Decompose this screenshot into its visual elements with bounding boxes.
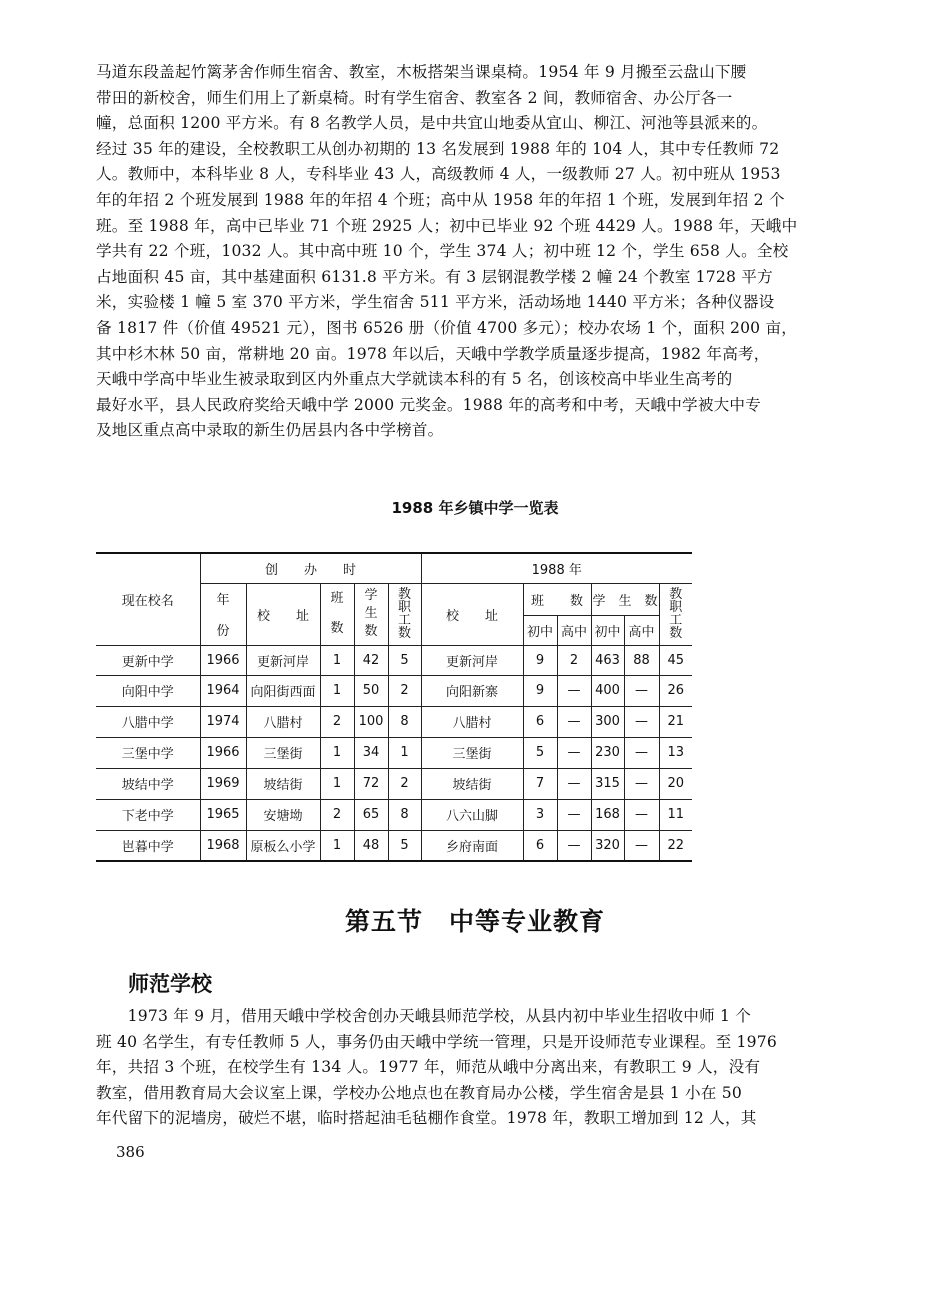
text-line: 最好水平，县人民政府奖给天峨中学 2000 元奖金。1988 年的高考和中考，天峨中学被大中专 (96, 395, 762, 414)
cell-students-junior: 320 (591, 830, 624, 861)
cell-name: 岜暮中学 (96, 830, 200, 861)
header-address: 校 址 (246, 583, 320, 645)
cell-staff-1988: 13 (659, 737, 692, 768)
schools-table (96, 552, 692, 862)
cell-classes-senior: — (557, 675, 591, 706)
cell-year: 1964 (200, 675, 246, 706)
text-line: 年，共招 3 个班，在校学生有 134 人。1977 年，师范从峨中分离出来，有教职工 9 人，没有 (96, 1058, 761, 1077)
cell-classes: 2 (320, 799, 354, 830)
table-row (96, 706, 692, 737)
cell-staff: 1 (388, 737, 421, 768)
table-title: 1988 年乡镇中学一览表 (391, 499, 559, 517)
cell-staff: 5 (388, 830, 421, 861)
subsection-heading: 师范学校 (128, 972, 212, 996)
cell-staff: 2 (388, 675, 421, 706)
section-heading: 第五节 中等专业教育 (344, 907, 605, 936)
table-row (96, 645, 692, 675)
cell-classes-senior: — (557, 737, 591, 768)
cell-address-1988: 八腊村 (421, 706, 523, 737)
table-row (96, 768, 692, 799)
cell-staff: 8 (388, 799, 421, 830)
cell-name: 更新中学 (96, 645, 200, 675)
cell-students-junior: 300 (591, 706, 624, 737)
text-line: 学共有 22 个班，1032 人。其中高中班 10 个，学生 374 人；初中班 12 个，学生 658 人。全校 (96, 242, 789, 261)
cell-address: 八腊村 (246, 706, 320, 737)
cell-students-senior: — (624, 737, 659, 768)
cell-address-1988: 乡府南面 (421, 830, 523, 861)
table-row (96, 799, 692, 830)
header-staff-label: 教职工数 (397, 586, 411, 641)
cell-name: 坡结中学 (96, 768, 200, 799)
cell-staff: 5 (388, 645, 421, 675)
cell-students-senior: — (624, 675, 659, 706)
cell-students: 34 (354, 737, 388, 768)
cell-classes-senior: — (557, 830, 591, 861)
cell-staff: 8 (388, 706, 421, 737)
cell-name: 八腊中学 (96, 706, 200, 737)
header-year-top: 年 (216, 593, 230, 608)
table-row (96, 737, 692, 768)
cell-classes-senior: — (557, 768, 591, 799)
text-line: 天峨中学高中毕业生被录取到区内外重点大学就读本科的有 5 名，创该校高中毕业生高考的 (96, 370, 733, 389)
cell-students-senior: — (624, 706, 659, 737)
cell-name: 下老中学 (96, 799, 200, 830)
body-paragraph-2 (96, 1004, 836, 1132)
cell-classes-junior: 5 (523, 737, 557, 768)
cell-classes: 1 (320, 768, 354, 799)
cell-classes-junior: 6 (523, 830, 557, 861)
cell-classes: 2 (320, 706, 354, 737)
cell-students-senior: — (624, 768, 659, 799)
cell-year: 1966 (200, 737, 246, 768)
cell-address-1988: 坡结街 (421, 768, 523, 799)
text-line: 及地区重点高中录取的新生仍居县内各中学榜首。 (96, 421, 444, 440)
cell-classes: 1 (320, 675, 354, 706)
cell-address-1988: 八六山脚 (421, 799, 523, 830)
header-students-1988: 学 生 数 (591, 583, 659, 615)
cell-year: 1966 (200, 645, 246, 675)
header-classes-1988: 班 数 (523, 583, 591, 615)
header-students (354, 583, 388, 645)
cell-year: 1969 (200, 768, 246, 799)
cell-students-junior: 230 (591, 737, 624, 768)
table-row (96, 830, 692, 861)
header-classes-label: 班数 (330, 591, 344, 636)
cell-classes-junior: 9 (523, 675, 557, 706)
cell-students-senior: 88 (624, 645, 659, 675)
body-paragraph-1 (96, 60, 836, 444)
cell-staff-1988: 45 (659, 645, 692, 675)
cell-staff-1988: 26 (659, 675, 692, 706)
text-line: 带田的新校舍，师生们用上了新桌椅。时有学生宿舍、教室各 2 间，教师宿舍、办公厅各一 (96, 88, 733, 107)
cell-year: 1974 (200, 706, 246, 737)
cell-students: 72 (354, 768, 388, 799)
cell-classes-junior: 6 (523, 706, 557, 737)
text-line: 米，实验楼 1 幢 5 室 370 平方米，学生宿舍 511 平方米，活动场地 1440 平方米；各种仪器设 (96, 293, 775, 312)
cell-name: 三堡中学 (96, 737, 200, 768)
header-staff-1988-label: 教职工数 (669, 586, 683, 641)
cell-classes-senior: — (557, 706, 591, 737)
cell-students-senior: — (624, 799, 659, 830)
cell-students-junior: 168 (591, 799, 624, 830)
text-line: 其中杉木林 50 亩，常耕地 20 亩。1978 年以后，天峨中学教学质量逐步提高，1982 年高考， (96, 344, 770, 363)
header-staff-1988 (659, 583, 692, 645)
cell-classes-junior: 3 (523, 799, 557, 830)
cell-address: 向阳街西面 (246, 675, 320, 706)
header-year-bottom: 份 (216, 624, 230, 639)
cell-address: 更新河岸 (246, 645, 320, 675)
cell-address: 安塘坳 (246, 799, 320, 830)
cell-classes-junior: 7 (523, 768, 557, 799)
header-address-1988: 校 址 (421, 583, 523, 645)
cell-students: 65 (354, 799, 388, 830)
text-line: 占地面积 45 亩，其中基建面积 6131.8 平方米。有 3 层钢混教学楼 2 幢 24 个教室 1728 平方 (96, 267, 773, 286)
cell-students: 48 (354, 830, 388, 861)
header-students-senior: 高中 (624, 615, 659, 645)
header-founding-group: 创 办 时 (200, 553, 421, 583)
cell-classes: 1 (320, 737, 354, 768)
header-year (200, 583, 246, 645)
header-classes-senior: 高中 (557, 615, 591, 645)
cell-students-junior: 463 (591, 645, 624, 675)
text-line: 备 1817 件（价值 49521 元），图书 6526 册（价值 4700 多元）；校办农场 1 个，面积 200 亩， (96, 318, 798, 337)
table-row (96, 675, 692, 706)
cell-classes-junior: 9 (523, 645, 557, 675)
header-1988-group: 1988 年 (421, 553, 692, 583)
text-line: 人。教师中，本科毕业 8 人，专科毕业 43 人，高级教师 4 人，一级教师 27 人。初中班从 1953 (96, 165, 781, 184)
cell-year: 1968 (200, 830, 246, 861)
cell-staff: 2 (388, 768, 421, 799)
cell-staff-1988: 20 (659, 768, 692, 799)
cell-address-1988: 更新河岸 (421, 645, 523, 675)
cell-address: 坡结街 (246, 768, 320, 799)
cell-year: 1965 (200, 799, 246, 830)
header-classes-junior: 初中 (523, 615, 557, 645)
text-line: 马道东段盖起竹篱茅舍作师生宿舍、教室，木板搭架当课桌椅。1954 年 9 月搬至云盘山下腰 (96, 63, 747, 81)
text-line: 年代留下的泥墙房，破烂不堪，临时搭起油毛毡棚作食堂。1978 年，教职工增加到 12 人，其 (96, 1109, 757, 1128)
cell-students: 100 (354, 706, 388, 737)
text-line: 班 40 名学生，有专任教师 5 人，事务仍由天峨中学统一管理，只是开设师范专业课程。至 1976 (96, 1032, 778, 1051)
cell-classes-senior: 2 (557, 645, 591, 675)
cell-students-junior: 400 (591, 675, 624, 706)
cell-students-senior: — (624, 830, 659, 861)
cell-address-1988: 三堡街 (421, 737, 523, 768)
cell-staff-1988: 21 (659, 706, 692, 737)
header-staff (388, 583, 421, 645)
header-school-name: 现在校名 (96, 553, 200, 645)
text-line: 经过 35 年的建设，全校教职工从创办初期的 13 名发展到 1988 年的 104 人，其中专任教师 72 (96, 139, 780, 158)
cell-name: 向阳中学 (96, 675, 200, 706)
text-line: 幢，总面积 1200 平方米。有 8 名教学人员，是中共宜山地委从宜山、柳江、河池等县派来的。 (96, 114, 768, 133)
cell-staff-1988: 11 (659, 799, 692, 830)
cell-classes-senior: — (557, 799, 591, 830)
page-number: 386 (116, 1143, 145, 1161)
header-classes (320, 583, 354, 645)
cell-staff-1988: 22 (659, 830, 692, 861)
text-line: 1973 年 9 月，借用天峨中学校舍创办天峨县师范学校，从县内初中毕业生招收中师 1 个 (96, 1007, 752, 1025)
cell-address: 三堡街 (246, 737, 320, 768)
cell-students: 50 (354, 675, 388, 706)
text-line: 班。至 1988 年，高中已毕业 71 个班 2925 人；初中已毕业 92 个班 4429 人。1988 年，天峨中 (96, 216, 798, 235)
cell-address: 原板么小学 (246, 830, 320, 861)
cell-students: 42 (354, 645, 388, 675)
cell-address-1988: 向阳新寨 (421, 675, 523, 706)
cell-students-junior: 315 (591, 768, 624, 799)
cell-classes: 1 (320, 645, 354, 675)
cell-classes: 1 (320, 830, 354, 861)
text-line: 年的年招 2 个班发展到 1988 年的年招 4 个班；高中从 1958 年的年招 1 个班，发展到年招 2 个 (96, 190, 785, 209)
header-students-junior: 初中 (591, 615, 624, 645)
header-students-label: 学生数 (364, 588, 378, 639)
text-line: 教室，借用教育局大会议室上课，学校办公地点也在教育局办公楼，学生宿舍是县 1 小在 50 (96, 1083, 742, 1102)
